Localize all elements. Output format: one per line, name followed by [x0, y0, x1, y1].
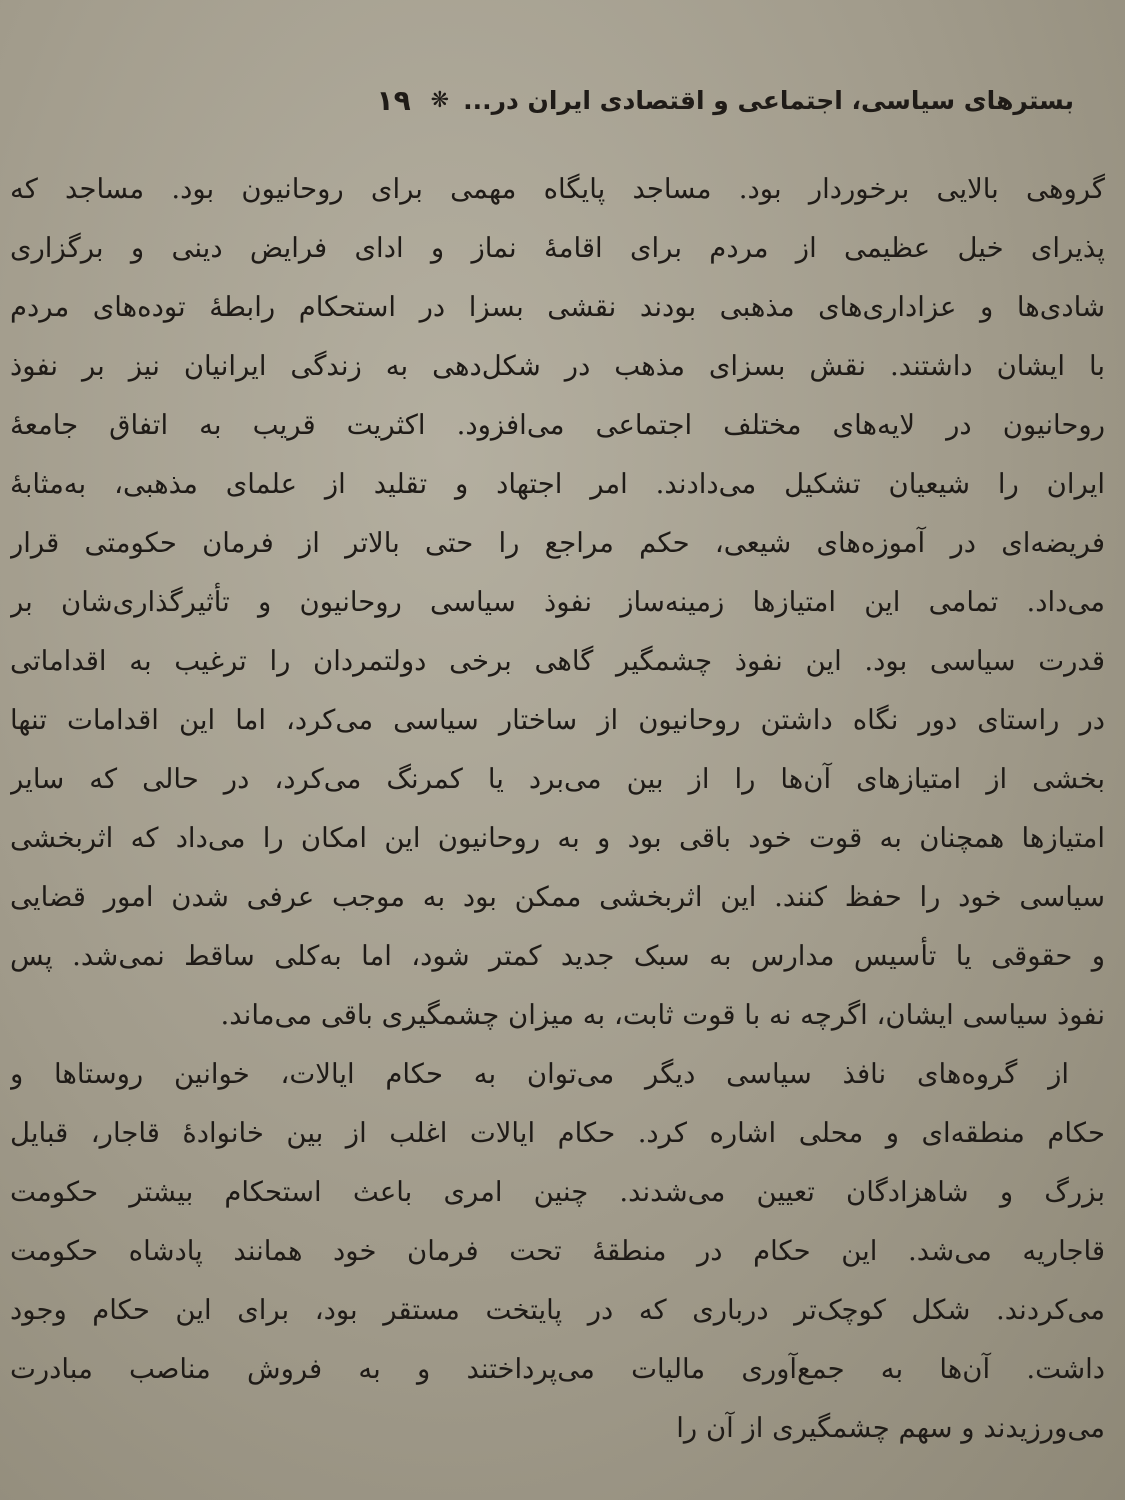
text-line: داشت. آن‌ها به جمع‌آوری مالیات می‌پرداختند و به فروش مناصب مبادرت	[10, 1353, 1105, 1385]
text-line: سیاسی خود را حفظ کنند. این اثربخشی ممکن بود به موجب عرفی شدن امور قضایی	[10, 881, 1105, 913]
text-line: امتیازها همچنان به قوت خود باقی بود و به روحانیون این امکان را می‌داد که اثربخشی	[10, 822, 1105, 854]
text-line: فریضه‌ای در آموزه‌های شیعی، حکم مراجع را حتی بالاتر از فرمان حکومتی قرار	[10, 527, 1105, 559]
text-line: بخشی از امتیازهای آن‌ها را از بین می‌برد یا کمرنگ می‌کرد، در حالی که سایر	[10, 763, 1105, 795]
text-line: قدرت سیاسی بود. این نفوذ چشمگیر گاهی برخی دولتمردان را ترغیب به اقداماتی	[10, 645, 1105, 677]
paragraph-last-line: نفوذ سیاسی ایشان، اگرچه نه با قوت ثابت، به میزان چشمگیری باقی می‌ماند.	[220, 999, 1105, 1031]
text-line: می‌داد. تمامی این امتیازها زمینه‌ساز نفوذ سیاسی روحانیون و تأثیرگذاری‌شان بر	[10, 586, 1105, 618]
text-line: در راستای دور نگاه داشتن روحانیون از ساختار سیاسی می‌کرد، اما این اقدامات تنها	[10, 704, 1105, 736]
page-number: ۱۹	[376, 83, 411, 117]
text-line: حکام منطقه‌ای و محلی اشاره کرد. حکام ایالات اغلب از بین خانوادهٔ قاجار، قبایل	[10, 1117, 1105, 1149]
text-line: پذیرای خیل عظیمی از مردم برای اقامهٔ نماز و ادای فرایض دینی و برگزاری	[10, 232, 1105, 264]
text-line: ایران را شیعیان تشکیل می‌دادند. امر اجتهاد و تقلید از علمای مذهبی، به‌مثابهٔ	[10, 468, 1105, 500]
paragraph-first-line: از گروه‌های نافذ سیاسی دیگر می‌توان به حکام ایالات، خوانین روستاها و	[10, 1058, 1069, 1090]
text-line-partial: می‌ورزیدند و سهم چشمگیری از آن را	[676, 1412, 1105, 1444]
text-line: با ایشان داشتند. نقش بسزای مذهب در شکل‌دهی به زندگی ایرانیان نیز بر نفوذ	[10, 350, 1105, 382]
running-header	[64, 78, 1074, 122]
text-line: روحانیون در لایه‌های مختلف اجتماعی می‌افزود. اکثریت قریب به اتفاق جامعهٔ	[10, 409, 1105, 441]
body-text	[10, 160, 1105, 1490]
text-line: بزرگ و شاهزادگان تعیین می‌شدند. چنین امری باعث استحکام بیشتر حکومت	[10, 1176, 1105, 1208]
running-header-title: بسترهای سیاسی، اجتماعی و اقتصادی ایران در...	[463, 85, 1074, 115]
text-line: و حقوقی یا تأسیس مدارس به سبک جدید کمتر شود، اما به‌کلی ساقط نمی‌شد. پس	[10, 940, 1105, 972]
text-line: می‌کردند. شکل کوچک‌تر درباری که در پایتخت مستقر بود، برای این حکام وجود	[10, 1294, 1105, 1326]
text-line: گروهی بالایی برخوردار بود. مساجد پایگاه مهمی برای روحانیون بود. مساجد که	[10, 173, 1105, 205]
text-line: قاجاریه می‌شد. این حکام در منطقهٔ تحت فرمان خود همانند پادشاه حکومت	[10, 1235, 1105, 1267]
header-ornament-icon: ❋	[430, 87, 450, 113]
text-line: شادی‌ها و عزاداری‌های مذهبی بودند نقشی بسزا در استحکام رابطهٔ توده‌های مردم	[10, 291, 1105, 323]
